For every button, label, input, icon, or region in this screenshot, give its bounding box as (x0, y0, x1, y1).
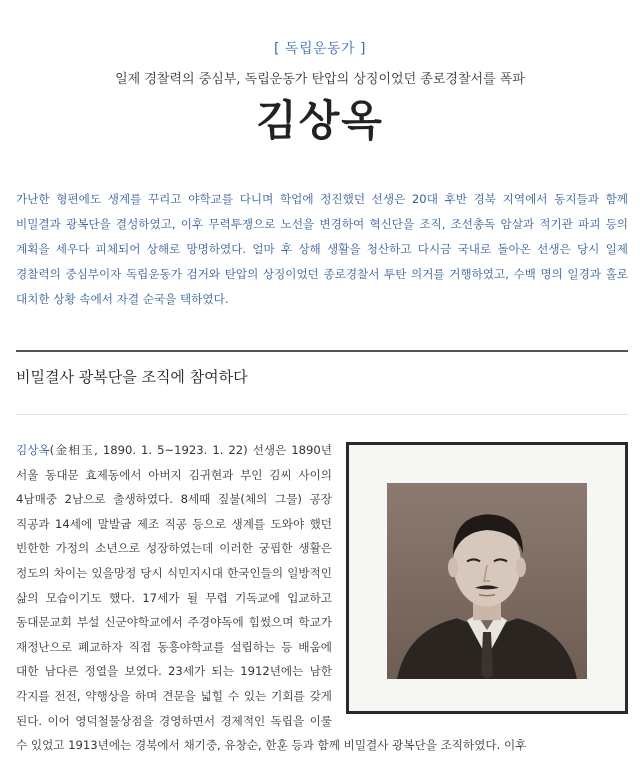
section-heading: 비밀결사 광복단을 조직에 참여하다 (16, 368, 248, 386)
category-label: [ 독립운동가 ] (274, 41, 366, 57)
section-divider-thin (16, 414, 628, 415)
article-subtitle: 일제 경찰력의 중심부, 독립운동가 탄압의 상징이었던 종로경찰서를 폭파 (115, 72, 525, 87)
portrait-frame (346, 442, 628, 714)
intro-paragraph: 가난한 형편에도 생계를 꾸리고 야학교를 다니며 학업에 정진했던 선생은 20대 후반 경북 지역에서 동지들과 함께 비밀결과 광복단을 결성하였고, 이후 무력투쟁으로 노선을 변경하여 혁신단을 조직, 조선총독 암살과 적기관 파괴 등의 계획을 세우다 피체되어 상해로 망명하였다. 얼마 후 상해 생활을 청산하고 다시금 국내로 돌아온 선생은 당시 일제 경찰력의 중심부이자 독립운동가 검거와 탄압의 상징이었던 종로경찰서 투탄 의거를 거행하였고, 수백 명의 일경과 홀로 대치한 상황 속에서 자결 순국을 택하였다. (16, 192, 628, 306)
body-text: (金相玉, 1890. 1. 5~1923. 1. 22) 선생은 1890년 서울 동대문 효제동에서 아버지 김귀현과 부인 김씨 사이의 4남매중 2남으로 출생하였다. 8세때 짚불(체의 그물) 공장 직공과 14세에 말발굽 제조 직공 등으로 생계를 도와야 했던 빈한한 가정의 소년으로 성장하였는데 이러한 궁핍한 생활은 정도의 차이는 있을망정 당시 식민지시대 한국인들의 일방적인 삶의 모습이기도 했다. 17세가 될 무렵 기독교에 입교하고 동대문교회 부설 신군야학교에서 주경야독에 힘썼으며 학교가 재정난으로 폐교하자 직접 동흥야학교를 설립하는 등 배움에 대한 남다른 정열을 보였다. 23세가 되는 1912년에는 남한 각지를 전전, 약행상을 하며 견문을 넓힐 수 있는 기회를 갖게 된다. 이어 영덕철물상점을 경영하면서 경제적인 독립을 이룰 수 있었고 1913년에는 경북에서 채기중, 유창순, 한훈 등과 함께 비밀결사 광복단을 조직하였다. 이후 (16, 443, 527, 753)
section-divider (16, 350, 628, 352)
person-name-link[interactable]: 김상옥 (16, 443, 50, 457)
portrait-photo (387, 483, 587, 679)
body-paragraph (16, 438, 628, 758)
portrait-illustration (387, 483, 587, 679)
portrait-mat (349, 445, 625, 711)
article-title: 김상옥 (256, 96, 384, 145)
